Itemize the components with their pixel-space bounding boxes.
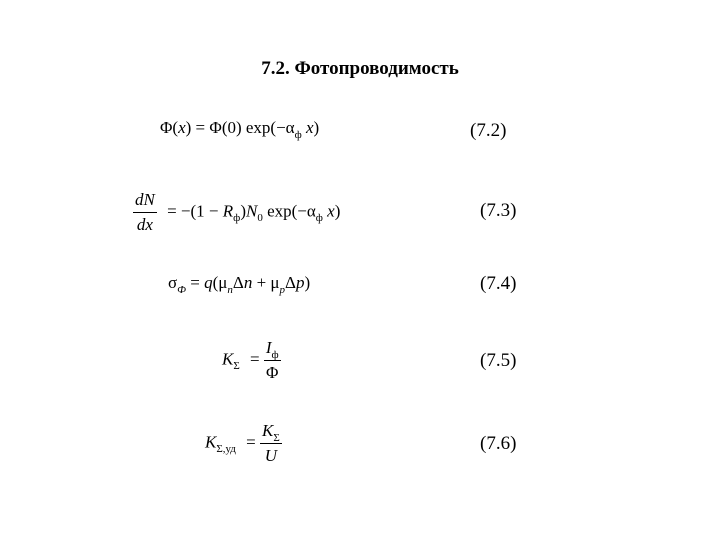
slide-title: 7.2. Фотопроводимость — [261, 58, 459, 79]
equation-7-5: $K_\Sigma$ = $\frac{I_ф}{\Phi}$ — [222, 338, 279, 382]
equation-number-7-6: (7.6) — [480, 433, 517, 454]
equation-7-6: $K_{\Sigma,уд}$ = $\frac{K_\Sigma}{U}$ — [205, 421, 280, 465]
equation-7-3: $\frac{dN}{dx}$ = $-(1 - R_ф)N_0$ $\exp(-\alpha_ф$ x) — [135, 190, 341, 234]
equation-7-4: $\sigma_Ф = q(\mu_n\Delta n + \mu_p\Delta p)$ — [168, 273, 311, 296]
equation-number-7-2: (7.2) — [470, 120, 507, 141]
equation-number-7-4: (7.4) — [480, 273, 517, 294]
equation-number-7-3: (7.3) — [480, 200, 517, 221]
equation-number-7-5: (7.5) — [480, 350, 517, 371]
equation-7-2: Φ(x) = Φ(0) $\exp(-\alpha_ф$ x) — [160, 118, 320, 141]
